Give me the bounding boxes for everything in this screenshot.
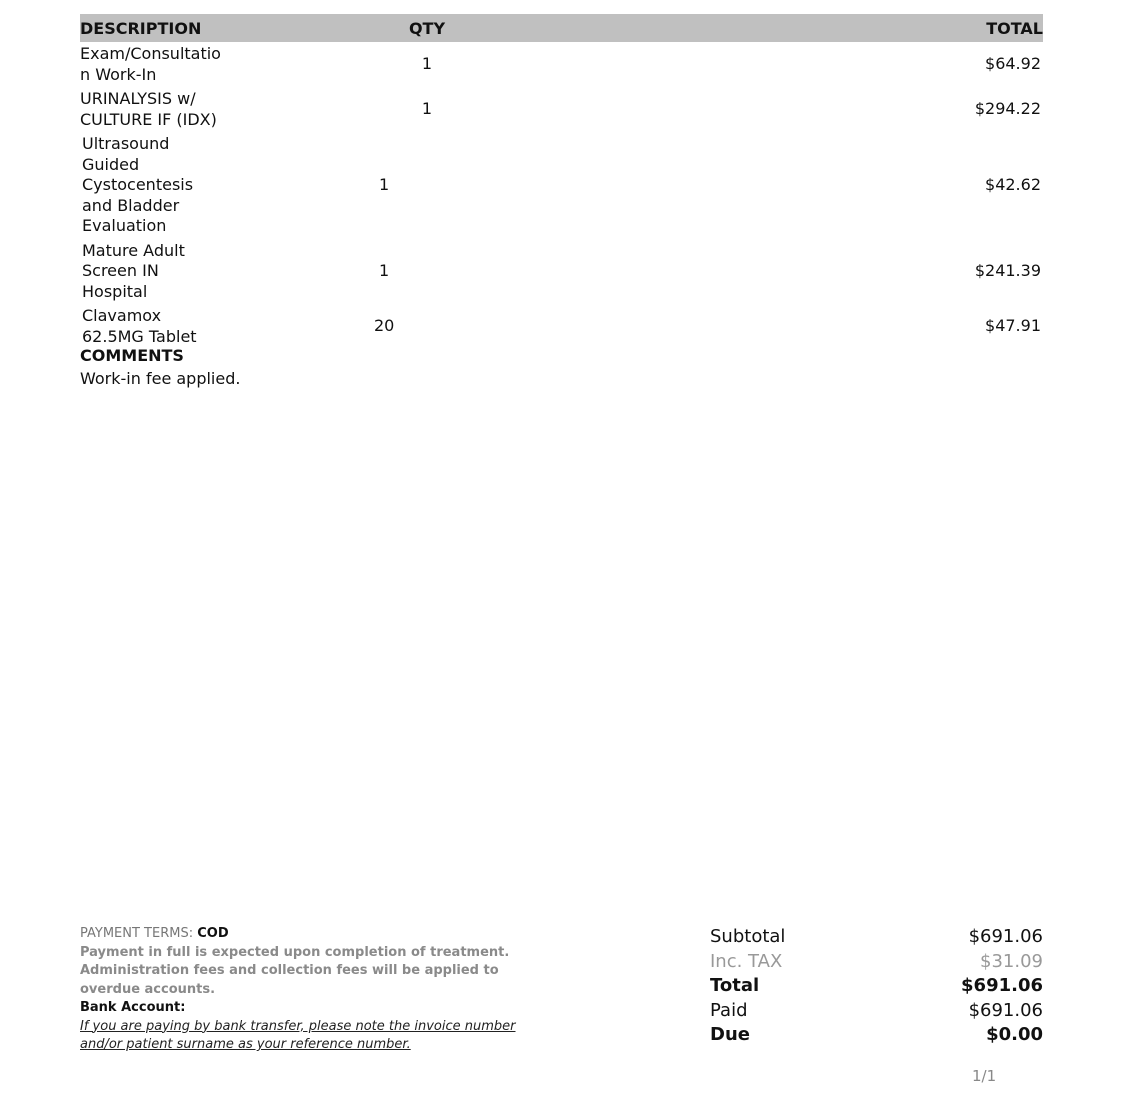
item-description: Mature Adult Screen IN Hospital: [82, 240, 185, 301]
due-row: [710, 1023, 1043, 1048]
due-label: Due: [710, 1024, 750, 1045]
paid-label: Paid: [710, 999, 748, 1021]
tax-value: $31.09: [980, 950, 1043, 972]
total-row: [710, 974, 1043, 999]
tax-row: [710, 950, 1043, 975]
item-qty: 1: [421, 54, 433, 74]
table-row: [80, 304, 1043, 349]
table-header-row: [80, 14, 1043, 42]
paid-row: [710, 999, 1043, 1024]
totals-section: [710, 925, 1043, 1048]
item-description: URINALYSIS w/ CULTURE IF (IDX): [80, 89, 217, 129]
payment-note-line: overdue accounts.: [80, 981, 216, 997]
payment-terms-line: [80, 925, 550, 944]
description-header: DESCRIPTION: [80, 14, 225, 42]
item-description: Exam/Consultatio n Work-In: [80, 44, 221, 84]
comments-text: Work-in fee applied.: [80, 369, 241, 388]
payment-terms-value: COD: [197, 926, 229, 941]
page-number: 1/1: [972, 1067, 997, 1085]
bank-transfer-note: and/or patient surname as your reference number.: [80, 1037, 411, 1052]
payment-note-line: Administration fees and collection fees will be applied to: [80, 963, 499, 978]
line-items-table: [80, 14, 1043, 349]
table-row: [80, 239, 1043, 305]
paid-value: $691.06: [968, 999, 1043, 1021]
subtotal-row: [710, 925, 1043, 950]
table-row: [80, 87, 1043, 132]
bank-transfer-note: If you are paying by bank transfer, please note the invoice number: [80, 1018, 516, 1034]
bank-account-label: Bank Account:: [80, 1000, 186, 1015]
total-label: Total: [710, 975, 760, 996]
subtotal-label: Subtotal: [710, 926, 786, 947]
item-qty: 1: [421, 99, 433, 119]
item-total: $241.39: [974, 261, 1041, 280]
item-total: $64.92: [985, 54, 1041, 74]
table-row: [80, 42, 1043, 87]
item-qty: 20: [374, 316, 395, 336]
total-header: TOTAL: [701, 14, 1043, 42]
payment-note-line: Payment in full is expected upon completion of treatment.: [80, 944, 510, 960]
item-total: $42.62: [985, 175, 1041, 194]
header-spacer: [492, 14, 701, 42]
item-total: $47.91: [985, 316, 1041, 336]
header-spacer: [225, 14, 362, 42]
comments-section: [80, 346, 240, 389]
comments-heading: COMMENTS: [80, 346, 184, 365]
payment-terms-section: [80, 925, 550, 1055]
item-qty: 1: [379, 175, 390, 194]
table-row: [80, 132, 1043, 239]
subtotal-value: $691.06: [968, 926, 1043, 947]
tax-label: Inc. TAX: [710, 950, 783, 972]
item-total: $294.22: [974, 99, 1041, 119]
item-description: Clavamox 62.5MG Tablet: [82, 306, 197, 346]
due-value: $0.00: [986, 1024, 1043, 1045]
qty-header: QTY: [362, 14, 492, 42]
item-qty: 1: [379, 261, 390, 280]
item-description: Ultrasound Guided Cystocentesis and Bladder Evaluation: [82, 134, 194, 235]
total-value: $691.06: [961, 975, 1043, 996]
payment-terms-label: PAYMENT TERMS:: [80, 926, 194, 941]
